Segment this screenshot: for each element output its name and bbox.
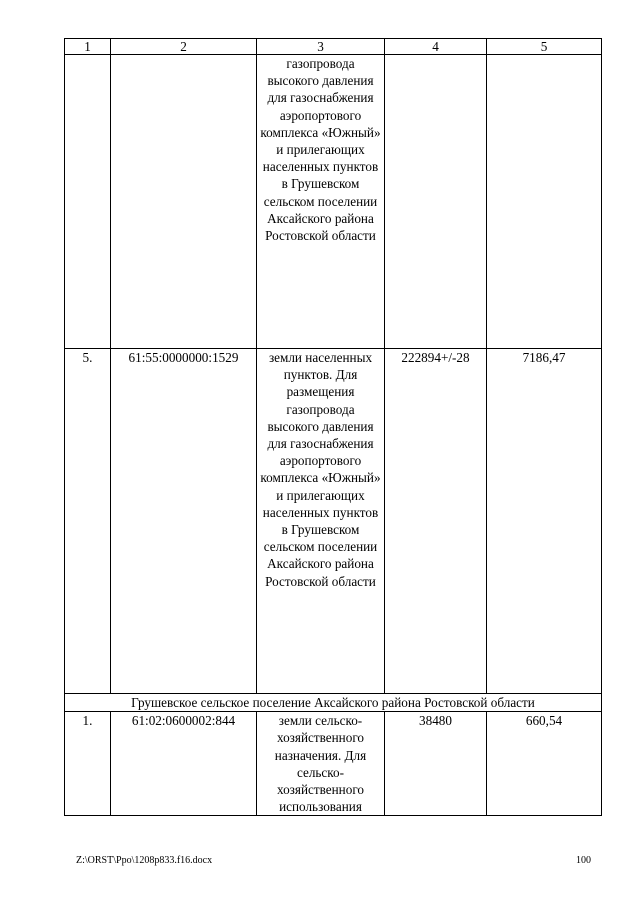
cell-empty — [65, 55, 111, 349]
column-number-4: 4 — [385, 39, 487, 55]
cell-value: 660,54 — [487, 712, 602, 816]
table-header-row — [65, 39, 602, 55]
column-number-1: 1 — [65, 39, 111, 55]
cell-cadastral-number: 61:55:0000000:1529 — [111, 349, 257, 694]
cell-description: газопровода высокого давления для газоснабжения аэропортового комплекса «Южный» и прилегающих населенных пунктов в Грушевском сельском поселении Аксайского района Ростовской области — [257, 55, 385, 349]
footer-file-path: Z:\ORST\Ppo\1208p833.f16.docx — [76, 855, 213, 866]
cell-area: 222894+/-28 — [385, 349, 487, 694]
column-number-2: 2 — [111, 39, 257, 55]
column-number-5: 5 — [487, 39, 602, 55]
cell-description: земли сельско-хозяйственного назначения. Для сельско-хозяйственного использования — [257, 712, 385, 816]
table-row-continuation — [65, 55, 602, 349]
data-table — [64, 38, 602, 816]
cell-row-number: 1. — [65, 712, 111, 816]
cell-value: 7186,47 — [487, 349, 602, 694]
table-row — [65, 712, 602, 816]
cell-empty — [385, 55, 487, 349]
footer-page-number: 100 — [576, 855, 591, 866]
cell-description: земли населенных пунктов. Для размещения газопровода высокого давления для газоснабжения аэропортового комплекса «Южный» и прилегающих населенных пунктов в Грушевском сельском поселении Аксайского района Ростовской области — [257, 349, 385, 694]
section-title: Грушевское сельское поселение Аксайского района Ростовской области — [65, 694, 602, 712]
cell-area: 38480 — [385, 712, 487, 816]
cell-cadastral-number: 61:02:0600002:844 — [111, 712, 257, 816]
section-header-row — [65, 694, 602, 712]
cell-empty — [111, 55, 257, 349]
cell-empty — [487, 55, 602, 349]
table-row — [65, 349, 602, 694]
cell-row-number: 5. — [65, 349, 111, 694]
column-number-3: 3 — [257, 39, 385, 55]
